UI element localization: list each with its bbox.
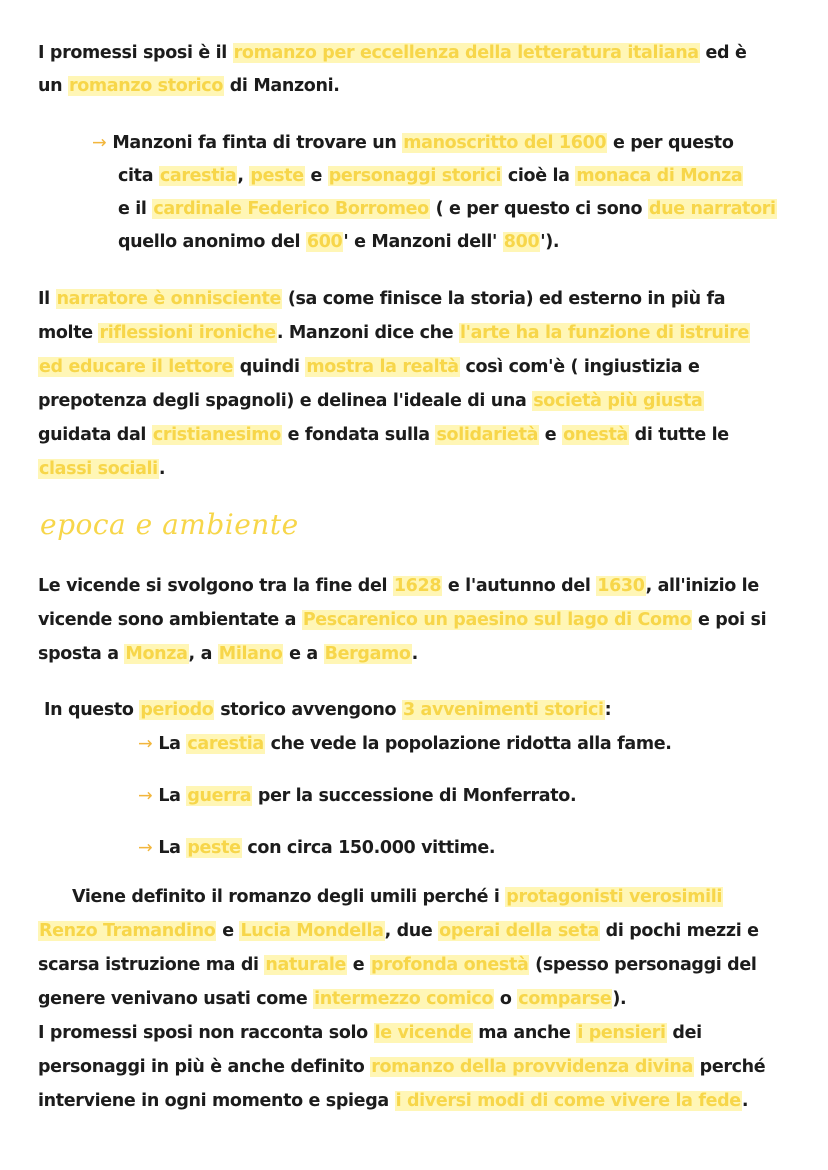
umili-line bbox=[38, 986, 626, 1012]
highlighted-term: romanzo storico bbox=[68, 76, 224, 96]
highlighted-term: peste bbox=[187, 838, 241, 858]
text-segment: , a bbox=[188, 644, 218, 664]
highlighted-term: Bergamo bbox=[324, 644, 411, 664]
narratore-line bbox=[38, 422, 729, 448]
highlighted-term: manoscritto del 1600 bbox=[403, 133, 607, 153]
text-segment: '). bbox=[540, 232, 560, 252]
text-segment: prepotenza degli spagnoli) e delinea l'ideale di una bbox=[38, 391, 533, 411]
highlighted-term: peste bbox=[250, 166, 304, 186]
highlighted-term: Milano bbox=[218, 644, 283, 664]
text-segment: Le vicende si svolgono tra la fine del bbox=[38, 576, 393, 596]
umili-line bbox=[38, 1088, 748, 1114]
vicende-line bbox=[38, 573, 759, 599]
highlighted-term: Monza bbox=[125, 644, 188, 664]
text-segment: quello anonimo del bbox=[118, 232, 306, 252]
highlighted-term: periodo bbox=[140, 700, 214, 720]
text-segment: , due bbox=[384, 921, 439, 941]
highlighted-term: monaca di Monza bbox=[576, 166, 743, 186]
highlighted-term: onestà bbox=[563, 425, 628, 445]
text-segment: e bbox=[304, 166, 328, 186]
highlighted-term: due narratori bbox=[648, 199, 776, 219]
text-segment: dei bbox=[666, 1023, 702, 1043]
highlighted-term: guerra bbox=[187, 786, 252, 806]
arrow-right-icon: → bbox=[138, 734, 153, 754]
text-segment: di tutte le bbox=[628, 425, 729, 445]
narratore-line bbox=[38, 354, 699, 380]
intro-line bbox=[38, 73, 340, 99]
umili-line bbox=[38, 918, 759, 944]
highlighted-term: solidarietà bbox=[436, 425, 539, 445]
text-segment: scarsa istruzione ma di bbox=[38, 955, 265, 975]
text-segment: I promessi sposi non racconta solo bbox=[38, 1023, 374, 1043]
highlighted-term: i pensieri bbox=[577, 1023, 666, 1043]
text-segment: perché bbox=[693, 1057, 766, 1077]
manoscritto-line bbox=[118, 196, 777, 222]
umili-line bbox=[38, 952, 757, 978]
text-segment: e bbox=[216, 921, 240, 941]
arrow-right-icon: → bbox=[138, 838, 153, 858]
text-segment: ' e Manzoni dell' bbox=[343, 232, 503, 252]
text-segment: e per questo bbox=[607, 133, 734, 153]
highlighted-term: personaggi storici bbox=[328, 166, 502, 186]
text-segment: . bbox=[158, 459, 166, 479]
highlighted-term: 1630 bbox=[597, 576, 645, 596]
text-segment: e a bbox=[283, 644, 324, 664]
text-segment: guidata dal bbox=[38, 425, 152, 445]
text-segment: . bbox=[741, 1091, 749, 1111]
highlighted-term: ed educare il lettore bbox=[39, 357, 233, 377]
text-segment: Manzoni fa finta di trovare un bbox=[112, 133, 403, 153]
text-segment: In questo bbox=[44, 700, 140, 720]
text-segment: ed è bbox=[699, 43, 747, 63]
highlighted-term: romanzo della provvidenza divina bbox=[371, 1057, 693, 1077]
text-segment: sposta a bbox=[38, 644, 125, 664]
text-segment: e l'autunno del bbox=[442, 576, 597, 596]
highlighted-term: i diversi modi di come vivere la fede bbox=[395, 1091, 741, 1111]
arrow-right-icon: → bbox=[92, 133, 107, 153]
text-segment: ( e per questo ci sono bbox=[429, 199, 648, 219]
highlighted-term: 1628 bbox=[393, 576, 442, 596]
highlighted-term: 800 bbox=[503, 232, 540, 252]
highlighted-term: 600 bbox=[306, 232, 343, 252]
text-segment: storico avvengono bbox=[214, 700, 402, 720]
highlighted-term: cardinale Federico Borromeo bbox=[153, 199, 429, 219]
highlighted-term: società più giusta bbox=[533, 391, 703, 411]
highlighted-term: riflessioni ironiche bbox=[99, 323, 276, 343]
text-segment: interviene in ogni momento e spiega bbox=[38, 1091, 395, 1111]
section-heading-epoca: epoca e ambiente bbox=[40, 508, 299, 541]
highlighted-term: protagonisti verosimili bbox=[506, 887, 723, 907]
text-segment: (spesso personaggi del bbox=[529, 955, 757, 975]
text-segment: molte bbox=[38, 323, 99, 343]
highlighted-term: intermezzo comico bbox=[314, 989, 494, 1009]
text-segment: un bbox=[38, 76, 68, 96]
eventi-line bbox=[138, 731, 672, 757]
highlighted-term: Renzo Tramandino bbox=[39, 921, 216, 941]
vicende-line bbox=[38, 607, 766, 633]
manoscritto-line bbox=[118, 229, 559, 255]
text-segment: così com'è ( ingiustizia e bbox=[459, 357, 700, 377]
highlighted-term: cristianesimo bbox=[152, 425, 281, 445]
highlighted-term: narratore è onnisciente bbox=[56, 289, 282, 309]
highlighted-term: classi sociali bbox=[39, 459, 158, 479]
text-segment: cita bbox=[118, 166, 159, 186]
intro-line bbox=[38, 40, 746, 66]
narratore-line bbox=[38, 320, 750, 346]
highlighted-term: naturale bbox=[265, 955, 347, 975]
manoscritto-line bbox=[118, 163, 743, 189]
highlighted-term: Pescarenico un paesino sul lago di Como bbox=[302, 610, 692, 630]
umili-line bbox=[38, 1020, 702, 1046]
text-segment: . bbox=[411, 644, 418, 664]
text-segment: di pochi mezzi e bbox=[599, 921, 759, 941]
text-segment: vicende sono ambientate a bbox=[38, 610, 302, 630]
text-segment: ma anche bbox=[472, 1023, 577, 1043]
text-segment: La bbox=[158, 786, 187, 806]
highlighted-term: comparse bbox=[518, 989, 612, 1009]
arrow-right-icon: → bbox=[138, 786, 153, 806]
text-segment: e il bbox=[118, 199, 153, 219]
narratore-line bbox=[38, 388, 704, 414]
text-segment: con circa 150.000 vittime. bbox=[241, 838, 496, 858]
narratore-line bbox=[38, 456, 165, 482]
highlighted-term: profonda onestà bbox=[371, 955, 529, 975]
periodo-line bbox=[44, 697, 611, 723]
umili-line bbox=[38, 1054, 765, 1080]
manoscritto-line bbox=[92, 130, 734, 156]
text-segment: di Manzoni. bbox=[224, 76, 340, 96]
text-segment: che vede la popolazione ridotta alla fame. bbox=[264, 734, 672, 754]
highlighted-term: operai della seta bbox=[439, 921, 599, 941]
text-segment: o bbox=[494, 989, 518, 1009]
umili-line bbox=[72, 884, 723, 910]
text-segment: I promessi sposi è il bbox=[38, 43, 233, 63]
text-segment: e fondata sulla bbox=[281, 425, 436, 445]
text-segment: . Manzoni dice che bbox=[276, 323, 459, 343]
text-segment: e bbox=[539, 425, 563, 445]
text-segment: cioè la bbox=[502, 166, 576, 186]
text-segment: ). bbox=[612, 989, 627, 1009]
text-segment: (sa come finisce la storia) ed esterno in più fa bbox=[282, 289, 726, 309]
text-segment: , all'inizio le bbox=[645, 576, 759, 596]
text-segment: Viene definito il romanzo degli umili perché i bbox=[72, 887, 506, 907]
text-segment: Il bbox=[38, 289, 56, 309]
text-segment: La bbox=[158, 838, 187, 858]
text-segment: , bbox=[237, 166, 250, 186]
highlighted-term: Lucia Mondella bbox=[240, 921, 384, 941]
text-segment: quindi bbox=[233, 357, 306, 377]
text-segment: : bbox=[604, 700, 612, 720]
text-segment: per la successione di Monferrato. bbox=[252, 786, 577, 806]
text-segment: La bbox=[158, 734, 187, 754]
highlighted-term: carestia bbox=[159, 166, 237, 186]
text-segment: e bbox=[347, 955, 371, 975]
highlighted-term: l'arte ha la funzione di istruire bbox=[460, 323, 749, 343]
highlighted-term: le vicende bbox=[374, 1023, 472, 1043]
vicende-line bbox=[38, 641, 418, 667]
highlighted-term: 3 avvenimenti storici bbox=[402, 700, 604, 720]
narratore-line bbox=[38, 286, 725, 312]
text-segment: genere venivano usati come bbox=[38, 989, 314, 1009]
eventi-line bbox=[138, 835, 495, 861]
text-segment: personaggi in più è anche definito bbox=[38, 1057, 371, 1077]
highlighted-term: mostra la realtà bbox=[306, 357, 459, 377]
eventi-line bbox=[138, 783, 576, 809]
highlighted-term: carestia bbox=[187, 734, 264, 754]
highlighted-term: romanzo per eccellenza della letteratura italiana bbox=[233, 43, 699, 63]
text-segment: e poi si bbox=[692, 610, 767, 630]
